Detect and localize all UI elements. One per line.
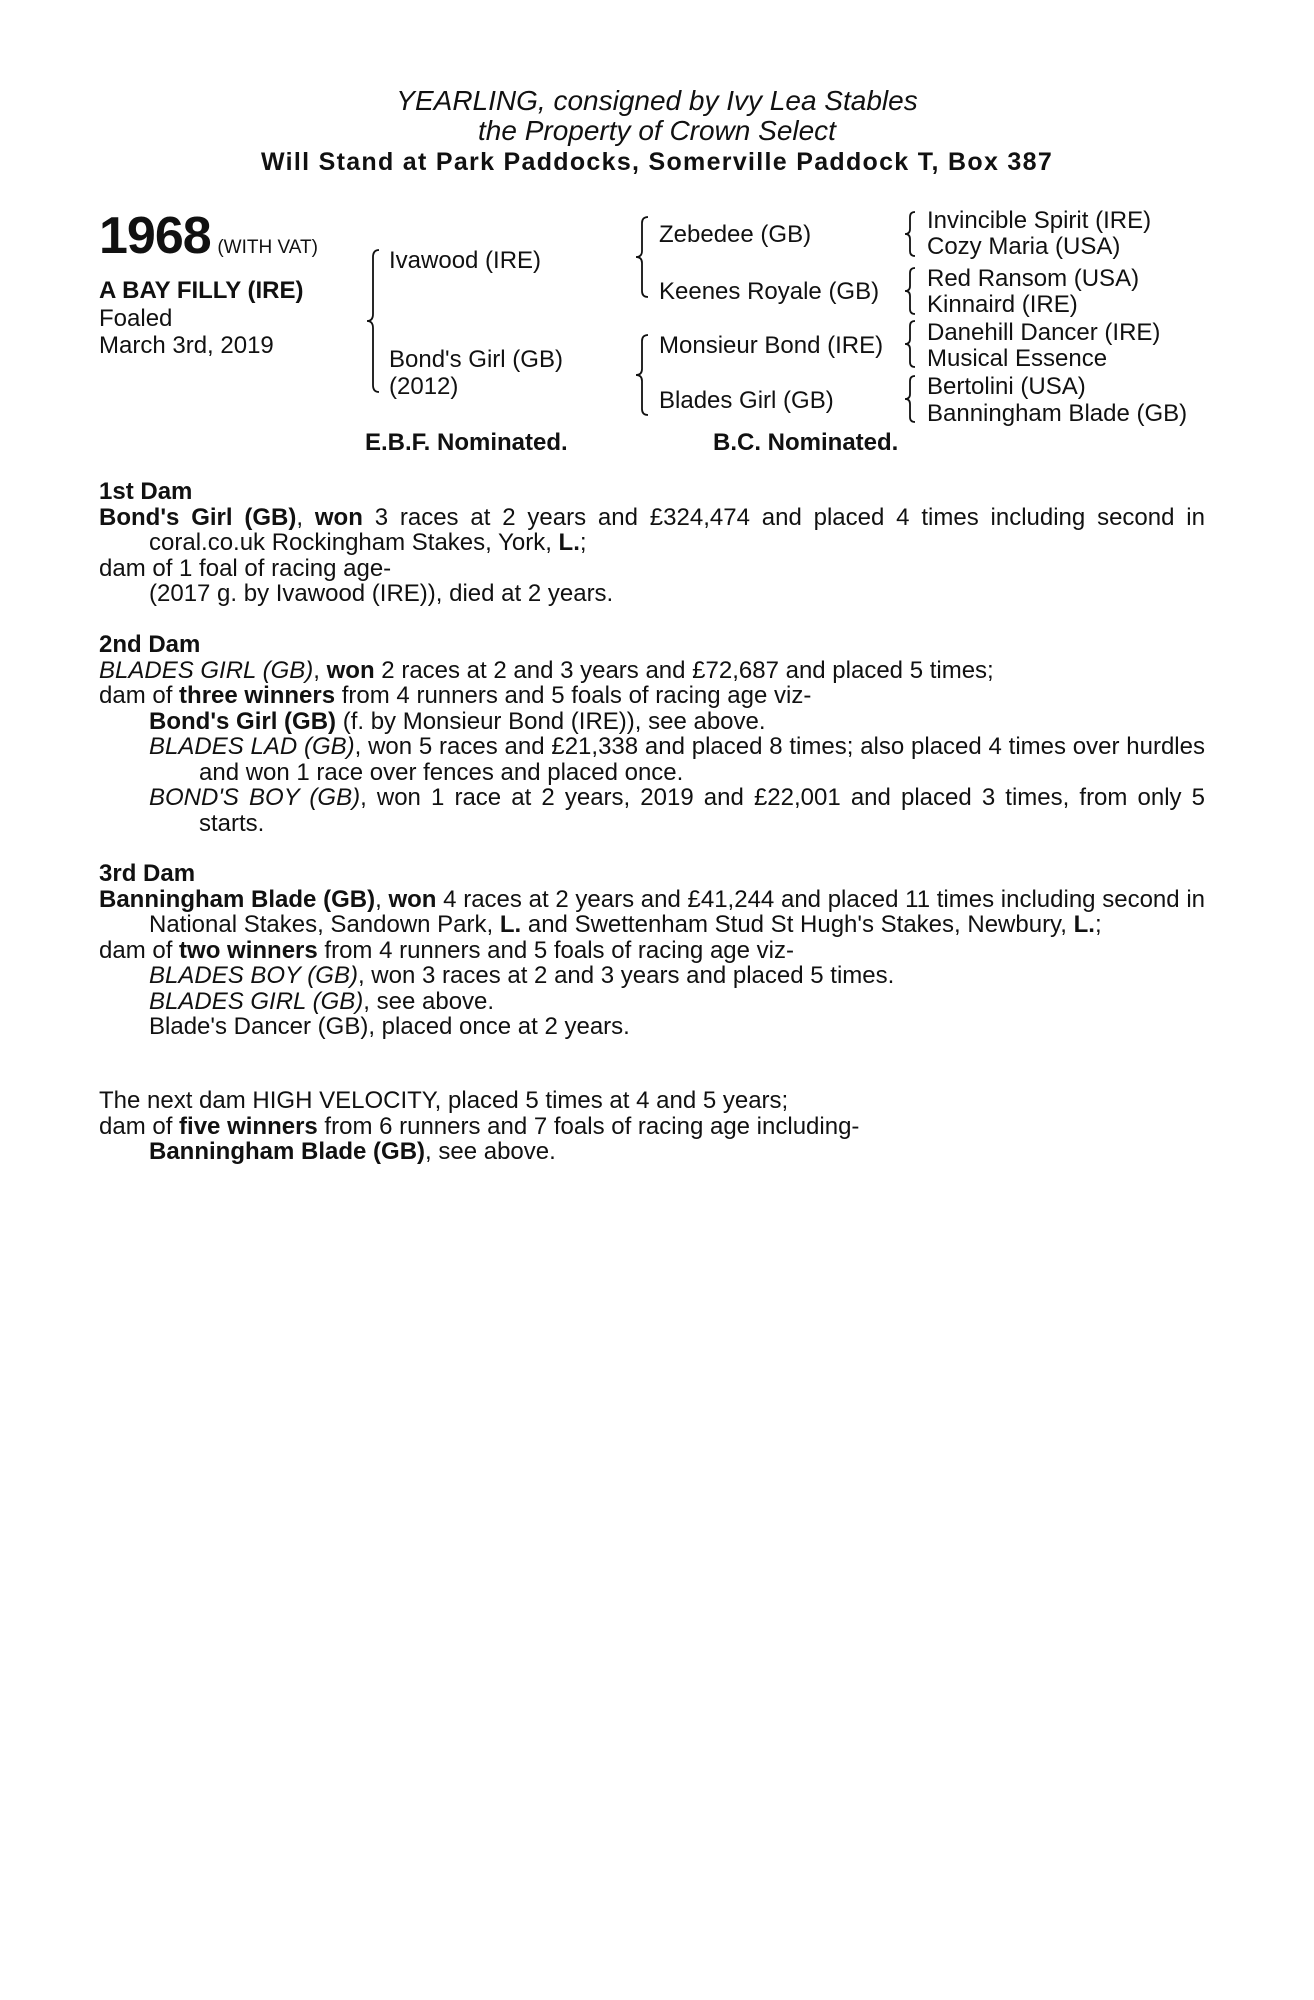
first-dam-record: Bond's Girl (GB), won 3 races at 2 years and £324,474 and placed 4 times including second in coral.co.uk Rockingham Stakes, York, L.;: [99, 503, 1205, 556]
horse-name: A BAY FILLY (IRE): [99, 277, 304, 304]
third-dam-produce-3: Blade's Dancer (GB), placed once at 2 years.: [149, 1013, 630, 1040]
header-consignor: YEARLING, consigned by Ivy Lea Stables: [396, 85, 918, 116]
pedigree-dam-sire: Monsieur Bond (IRE): [659, 332, 884, 359]
pedigree-gen3-3: Red Ransom (USA): [927, 265, 1140, 292]
third-dam-produce-summary: dam of two winners from 4 runners and 5 foals of racing age viz-: [99, 936, 794, 964]
section-first-dam: [99, 479, 1205, 607]
header-location: Will Stand at Park Paddocks, Somerville Paddock T, Box 387: [260, 148, 1054, 176]
pedigree-gen3-7: Bertolini (USA): [927, 373, 1086, 400]
pedigree-sire-sire: Zebedee (GB): [659, 221, 812, 248]
second-dam-produce-2: BLADES LAD (GB), won 5 races and £21,338 and placed 8 times; also placed 4 times over hurdles and won 1 race over fences and placed once.: [149, 733, 1205, 786]
section-third-dam: [99, 861, 1205, 1040]
fourth-dam-produce-1: Banningham Blade (GB), see above.: [149, 1138, 556, 1165]
pedigree-gen3-2: Cozy Maria (USA): [927, 233, 1121, 260]
third-dam-name: Banningham Blade (GB): [99, 885, 376, 913]
fourth-dam-record: The next dam HIGH VELOCITY, placed 5 times at 4 and 5 years;: [99, 1087, 789, 1114]
first-dam-produce-1: (2017 g. by Ivawood (IRE)), died at 2 years.: [149, 580, 614, 607]
brace-sire: [634, 215, 650, 299]
second-dam-produce-summary: dam of three winners from 4 runners and 5 foals of racing age viz-: [99, 682, 812, 709]
first-dam-listed: L.: [558, 529, 580, 556]
lot-number-line: [99, 207, 318, 265]
foaled-date: March 3rd, 2019: [99, 332, 274, 359]
pedigree-dam-dam: Blades Girl (GB): [659, 387, 834, 414]
pedigree-dam-year: (2012): [389, 373, 459, 400]
pedigree-dam: Bond's Girl (GB): [389, 346, 563, 373]
first-dam-won: won: [314, 503, 363, 531]
brace-gen3-4: [903, 374, 917, 424]
brace-gen3-1: [903, 210, 917, 258]
pedigree-gen3-8: Banningham Blade (GB): [927, 400, 1188, 427]
brace-gen3-3: [903, 319, 917, 369]
brace-gen1: [365, 248, 381, 394]
pedigree-gen3-4: Kinnaird (IRE): [927, 291, 1078, 318]
foaled-label: Foaled: [99, 305, 173, 332]
pedigree-gen3-1: Invincible Spirit (IRE): [927, 207, 1152, 234]
vat-note: (WITH VAT): [217, 237, 318, 258]
second-dam-title: 2nd Dam: [99, 631, 201, 658]
second-dam-produce-1: Bond's Girl (GB) (f. by Monsieur Bond (IRE)), see above.: [149, 707, 766, 735]
first-dam-name: Bond's Girl (GB): [99, 503, 297, 531]
first-dam-title: 1st Dam: [99, 478, 193, 505]
third-dam-record: Banningham Blade (GB), won 4 races at 2 years and £41,244 and placed 11 times including second in National Stakes, Sandown Park, L. and Swettenham Stud St Hugh's Stakes, Newbury, L.;: [99, 885, 1206, 938]
pedigree-sire-dam: Keenes Royale (GB): [659, 278, 880, 305]
pedigree-gen3-6: Musical Essence: [927, 345, 1108, 372]
lot-number: 1968: [99, 207, 211, 265]
third-dam-produce-2: BLADES GIRL (GB), see above.: [149, 987, 495, 1015]
bc-nominated: B.C. Nominated.: [713, 429, 899, 456]
pedigree-sire: Ivawood (IRE): [389, 247, 542, 274]
brace-dam: [634, 333, 650, 417]
second-dam-name: BLADES GIRL (GB): [99, 656, 314, 684]
second-dam-record: BLADES GIRL (GB), won 2 races at 2 and 3 years and £72,687 and placed 5 times;: [99, 656, 994, 684]
first-dam-foals: dam of 1 foal of racing age-: [99, 554, 392, 582]
fourth-dam-produce-summary: dam of five winners from 6 runners and 7 foals of racing age including-: [99, 1112, 860, 1140]
section-fourth-dam: [99, 1088, 1205, 1165]
first-dam-text: 3 races at 2 years and £324,474 and placed 4 times including second in coral.co.uk Rockingham Stakes, York,: [149, 503, 1205, 556]
brace-gen3-2: [903, 266, 917, 316]
pedigree-gen3-5: Danehill Dancer (IRE): [927, 319, 1161, 346]
second-dam-produce-3: BOND'S BOY (GB), won 1 race at 2 years, 2019 and £22,001 and placed 3 times, from only 5 starts.: [149, 784, 1205, 837]
header-property: the Property of Crown Select: [478, 115, 836, 146]
third-dam-produce-1: BLADES BOY (GB), won 3 races at 2 and 3 years and placed 5 times.: [149, 962, 895, 989]
ebf-nominated: E.B.F. Nominated.: [365, 429, 568, 456]
third-dam-title: 3rd Dam: [99, 860, 196, 887]
section-second-dam: [99, 632, 1205, 836]
